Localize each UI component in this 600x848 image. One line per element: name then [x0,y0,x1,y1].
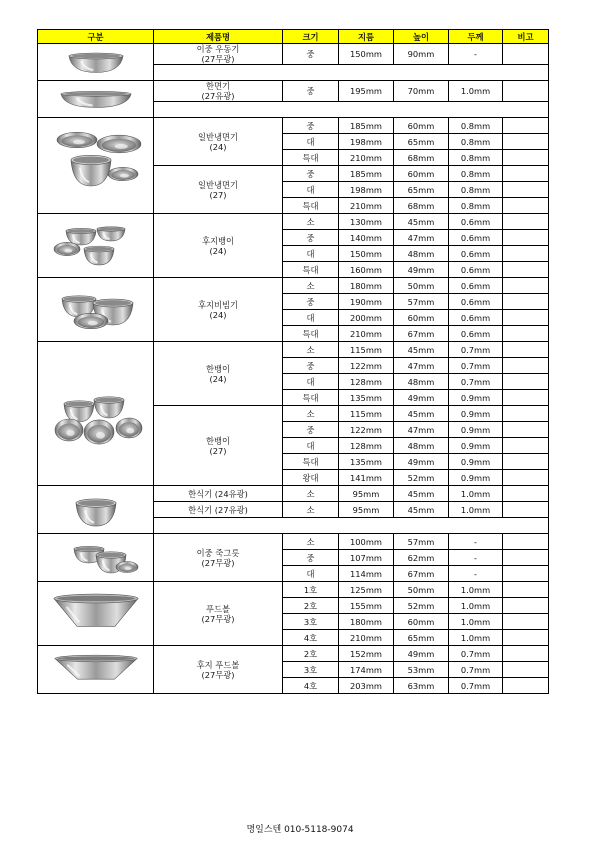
thickness-cell: 0.8mm [449,150,503,166]
thickness-cell: - [449,534,503,550]
size-cell: 소 [283,278,339,294]
size-cell: 특대 [283,454,339,470]
product-spec: (27무광) [201,54,235,64]
fuji-food-bowl-image [39,647,153,693]
diameter-cell: 115mm [339,406,394,422]
height-cell: 47mm [394,422,449,438]
size-cell: 중 [283,550,339,566]
korean-rice-bowl-image [39,487,153,533]
diameter-cell: 210mm [339,630,394,646]
size-cell: 중 [283,230,339,246]
size-cell: 대 [283,310,339,326]
double-udon-bowl-image [39,47,153,77]
size-cell: 중 [283,358,339,374]
size-cell: 대 [283,182,339,198]
product-name: 후지뱅이 [201,235,235,246]
height-cell: 53mm [394,662,449,678]
header-category: 구분 [38,30,154,44]
remarks-cell [503,438,549,454]
table-row [38,342,549,358]
thickness-cell: 0.9mm [449,454,503,470]
height-cell: 65mm [394,134,449,150]
height-cell: 49mm [394,262,449,278]
table-row [38,646,549,662]
header-thickness: 두께 [449,30,503,44]
product-name: 이중 우동기 [196,44,240,54]
diameter-cell: 95mm [339,502,394,518]
thickness-cell: - [449,44,503,65]
size-cell: 대 [283,374,339,390]
diameter-cell: 180mm [339,278,394,294]
size-cell: 특대 [283,198,339,214]
thickness-cell: 0.6mm [449,262,503,278]
diameter-cell: 198mm [339,134,394,150]
thickness-cell: 0.8mm [449,198,503,214]
height-cell: 52mm [394,470,449,486]
remarks-cell [503,198,549,214]
height-cell: 68mm [394,150,449,166]
size-cell: 소 [283,486,339,502]
product-name-cell [154,646,283,694]
diameter-cell: 130mm [339,214,394,230]
diameter-cell: 200mm [339,310,394,326]
size-cell: 소 [283,406,339,422]
header-row [38,30,549,44]
product-image-cell [38,534,154,582]
food-bowl-image [39,583,153,645]
diameter-cell: 107mm [339,550,394,566]
blank-cell [154,65,549,81]
thickness-cell: 0.8mm [449,182,503,198]
height-cell: 52mm [394,598,449,614]
naengmyeon-bowls-image [39,122,153,210]
diameter-cell: 190mm [339,294,394,310]
remarks-cell [503,294,549,310]
thickness-cell: - [449,550,503,566]
thickness-cell: 0.9mm [449,438,503,454]
remarks-cell [503,166,549,182]
product-image-cell [38,44,154,81]
product-name: 푸드볼 [205,603,231,614]
height-cell: 49mm [394,454,449,470]
product-name-cell [154,278,283,342]
remarks-cell [503,182,549,198]
table-row [38,486,549,502]
size-cell: 중 [283,44,339,65]
diameter-cell: 155mm [339,598,394,614]
product-spec: (27무광) [201,557,235,568]
product-name: 한뱅이 [205,363,231,374]
header-height: 높이 [394,30,449,44]
diameter-cell: 135mm [339,454,394,470]
thickness-cell: 0.9mm [449,390,503,406]
height-cell: 60mm [394,310,449,326]
diameter-cell: 95mm [339,486,394,502]
product-name-cell [154,582,283,646]
remarks-cell [503,630,549,646]
footer-contact: 명일스텐 010-5118-9074 [246,825,354,835]
table-row [38,582,549,598]
product-name: 한식기 (27유광) [188,504,248,515]
remarks-cell [503,582,549,598]
han-noodle-bowl-image [39,84,153,114]
remarks-cell [503,470,549,486]
product-name-cell [154,406,283,486]
product-spec: (27무광) [201,613,235,624]
remarks-cell [503,214,549,230]
size-cell: 2호 [283,598,339,614]
remarks-cell [503,44,549,65]
thickness-cell: 0.6mm [449,278,503,294]
size-cell: 중 [283,422,339,438]
size-cell: 소 [283,534,339,550]
diameter-cell: 150mm [339,44,394,65]
height-cell: 45mm [394,214,449,230]
remarks-cell [503,358,549,374]
diameter-cell: 100mm [339,534,394,550]
height-cell: 47mm [394,230,449,246]
thickness-cell: 0.7mm [449,342,503,358]
blank-cell [154,518,549,534]
height-cell: 50mm [394,582,449,598]
thickness-cell: 1.0mm [449,582,503,598]
header-size: 크기 [283,30,339,44]
product-name: 후지비빔기 [197,299,239,310]
table-row [38,278,549,294]
product-spec: (24) [209,373,227,384]
thickness-cell: 0.9mm [449,470,503,486]
height-cell: 48mm [394,374,449,390]
size-cell: 3호 [283,662,339,678]
size-cell: 4호 [283,630,339,646]
height-cell: 57mm [394,294,449,310]
diameter-cell: 140mm [339,230,394,246]
height-cell: 60mm [394,614,449,630]
remarks-cell [503,406,549,422]
header-product-name: 제품명 [154,30,283,44]
thickness-cell: - [449,566,503,582]
height-cell: 65mm [394,630,449,646]
diameter-cell: 195mm [339,81,394,102]
remarks-cell [503,566,549,582]
height-cell: 48mm [394,246,449,262]
thickness-cell: 0.7mm [449,358,503,374]
thickness-cell: 1.0mm [449,598,503,614]
product-spec: (24) [209,309,227,320]
product-name: 한식기 (24유광) [188,488,248,499]
thickness-cell: 1.0mm [449,630,503,646]
product-image-cell [38,278,154,342]
size-cell: 대 [283,438,339,454]
product-image-cell [38,342,154,486]
han-bowls-image [39,370,153,458]
height-cell: 63mm [394,678,449,694]
product-name-cell [154,214,283,278]
remarks-cell [503,118,549,134]
remarks-cell [503,81,549,102]
height-cell: 45mm [394,502,449,518]
product-name-cell [154,502,283,518]
table-row [38,44,549,65]
header-diameter: 지름 [339,30,394,44]
height-cell: 47mm [394,358,449,374]
remarks-cell [503,646,549,662]
size-cell: 대 [283,566,339,582]
diameter-cell: 185mm [339,166,394,182]
product-name: 일반냉면기 [197,131,239,142]
size-cell: 특대 [283,262,339,278]
remarks-cell [503,150,549,166]
height-cell: 45mm [394,406,449,422]
table-row [38,118,549,134]
size-cell: 4호 [283,678,339,694]
remarks-cell [503,390,549,406]
blank-cell [154,102,549,118]
product-name-cell [154,342,283,406]
product-image-cell [38,646,154,694]
diameter-cell: 135mm [339,390,394,406]
remarks-cell [503,246,549,262]
size-cell: 대 [283,134,339,150]
remarks-cell [503,262,549,278]
size-cell: 중 [283,166,339,182]
diameter-cell: 128mm [339,374,394,390]
thickness-cell: 0.6mm [449,246,503,262]
thickness-cell: 0.7mm [449,662,503,678]
size-cell: 3호 [283,614,339,630]
height-cell: 70mm [394,81,449,102]
remarks-cell [503,598,549,614]
thickness-cell: 1.0mm [449,486,503,502]
product-name-cell [154,534,283,582]
size-cell: 특대 [283,390,339,406]
product-spec: (27유광) [201,91,235,101]
diameter-cell: 115mm [339,342,394,358]
thickness-cell: 0.9mm [449,422,503,438]
height-cell: 49mm [394,646,449,662]
remarks-cell [503,550,549,566]
diameter-cell: 210mm [339,198,394,214]
diameter-cell: 125mm [339,582,394,598]
remarks-cell [503,662,549,678]
thickness-cell: 0.6mm [449,294,503,310]
product-name-cell [154,486,283,502]
fuji-bibim-bowls-image [39,279,153,341]
size-cell: 중 [283,294,339,310]
diameter-cell: 141mm [339,470,394,486]
size-cell: 소 [283,214,339,230]
size-cell: 소 [283,342,339,358]
thickness-cell: 0.9mm [449,406,503,422]
product-spec: (24) [209,141,227,152]
size-cell: 중 [283,118,339,134]
header-remarks: 비고 [503,30,549,44]
thickness-cell: 0.6mm [449,326,503,342]
height-cell: 90mm [394,44,449,65]
size-cell: 대 [283,246,339,262]
product-image-cell [38,582,154,646]
remarks-cell [503,454,549,470]
thickness-cell: 0.6mm [449,230,503,246]
height-cell: 50mm [394,278,449,294]
size-cell: 왕대 [283,470,339,486]
remarks-cell [503,230,549,246]
remarks-cell [503,310,549,326]
product-image-cell [38,118,154,214]
size-cell: 특대 [283,150,339,166]
height-cell: 65mm [394,182,449,198]
product-image-cell [38,81,154,118]
diameter-cell: 210mm [339,326,394,342]
thickness-cell: 1.0mm [449,502,503,518]
height-cell: 62mm [394,550,449,566]
table-row [38,534,549,550]
diameter-cell: 160mm [339,262,394,278]
size-cell: 2호 [283,646,339,662]
thickness-cell: 0.7mm [449,374,503,390]
diameter-cell: 198mm [339,182,394,198]
height-cell: 48mm [394,438,449,454]
product-spec: (27) [209,445,227,456]
remarks-cell [503,502,549,518]
diameter-cell: 185mm [339,118,394,134]
remarks-cell [503,374,549,390]
size-cell: 중 [283,81,339,102]
remarks-cell [503,486,549,502]
thickness-cell: 0.6mm [449,214,503,230]
height-cell: 60mm [394,166,449,182]
thickness-cell: 1.0mm [449,81,503,102]
size-cell: 1호 [283,582,339,598]
remarks-cell [503,278,549,294]
height-cell: 45mm [394,486,449,502]
thickness-cell: 0.7mm [449,646,503,662]
product-name: 한뱅이 [205,435,231,446]
product-name-cell [154,166,283,214]
product-name: 이중 죽그릇 [196,547,240,558]
diameter-cell: 210mm [339,150,394,166]
product-name-cell [154,118,283,166]
diameter-cell: 174mm [339,662,394,678]
height-cell: 68mm [394,198,449,214]
height-cell: 49mm [394,390,449,406]
size-cell: 소 [283,502,339,518]
remarks-cell [503,422,549,438]
table-row [38,81,549,102]
height-cell: 67mm [394,326,449,342]
thickness-cell: 0.8mm [449,134,503,150]
diameter-cell: 122mm [339,422,394,438]
product-name-cell [154,44,283,65]
diameter-cell: 150mm [339,246,394,262]
spec-table [37,29,549,694]
fuji-bowls-image [39,215,153,277]
table-row [38,214,549,230]
diameter-cell: 114mm [339,566,394,582]
height-cell: 60mm [394,118,449,134]
product-name: 후지 푸드볼 [196,659,240,670]
height-cell: 45mm [394,342,449,358]
remarks-cell [503,342,549,358]
thickness-cell: 0.7mm [449,678,503,694]
diameter-cell: 203mm [339,678,394,694]
diameter-cell: 152mm [339,646,394,662]
product-image-cell [38,486,154,534]
diameter-cell: 122mm [339,358,394,374]
remarks-cell [503,678,549,694]
thickness-cell: 0.8mm [449,166,503,182]
product-name: 일반냉면기 [197,179,239,190]
height-cell: 67mm [394,566,449,582]
product-spec: (27무광) [201,669,235,680]
thickness-cell: 0.6mm [449,310,503,326]
thickness-cell: 1.0mm [449,614,503,630]
remarks-cell [503,614,549,630]
product-name-cell [154,81,283,102]
height-cell: 57mm [394,534,449,550]
double-porridge-bowls-image [39,535,153,581]
remarks-cell [503,134,549,150]
diameter-cell: 128mm [339,438,394,454]
product-spec: (27) [209,189,227,200]
product-image-cell [38,214,154,278]
size-cell: 특대 [283,326,339,342]
product-name: 한면기 [205,81,231,91]
diameter-cell: 180mm [339,614,394,630]
product-spec: (24) [209,245,227,256]
remarks-cell [503,534,549,550]
remarks-cell [503,326,549,342]
thickness-cell: 0.8mm [449,118,503,134]
